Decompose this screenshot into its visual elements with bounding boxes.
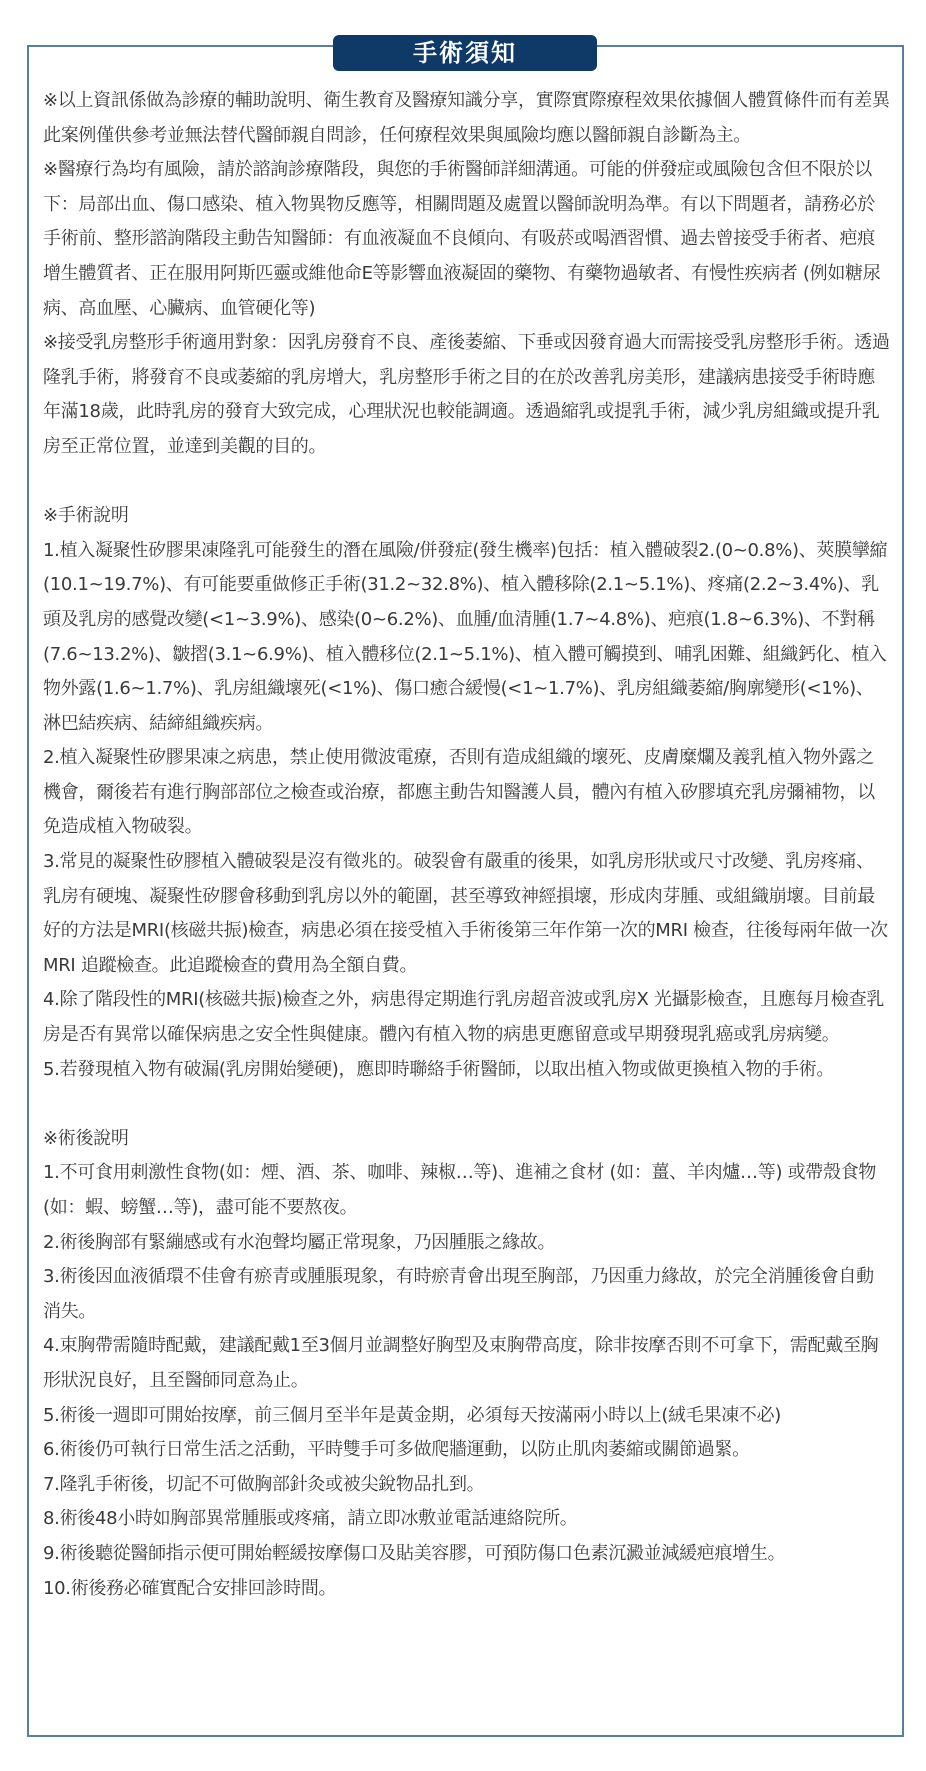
intro-paragraph-disclaimer: ※以上資訊係做為診療的輔助說明、衛生教育及醫療知識分享，實際實際療程效果依據個人體質條件而有差異此案例僅供參考並無法替代醫師親自問診，任何療程效果與風險均應以醫師親自診斷為主。 [43,90,890,146]
postop-item: 4.束胸帶需隨時配戴，建議配戴1至3個月並調整好胸型及束胸帶高度，除非按摩否則不可拿下，需配戴至胸形狀況良好，且至醫師同意為止。 [43,1335,879,1391]
surgery-item: 4.除了階段性的MRI(核磁共振)檢查之外，病患得定期進行乳房超音波或乳房X 光攝影檢查，且應每月檢查乳房是否有異常以確保病患之安全性與健康。體內有植入物的病患更應留意或早期發現乳癌或乳房病變。 [43,989,885,1046]
postop-item: 7.隆乳手術後，切記不可做胸部針灸或被尖銳物品扎到。 [43,1473,485,1495]
surgery-section-heading: ※手術說明 [43,505,129,527]
intro-paragraph-risks: ※醫療行為均有風險，請於諮詢診療階段，與您的手術醫師詳細溝通。可能的併發症或風險包含但不限於以下：局部出血、傷口感染、植入物異物反應等，相關問題及處置以醫師說明為準。有以下問題者，請務必於手術前、整形諮詢階段主動告知醫師：有血液凝血不良傾向、有吸菸或喝酒習慣、過去曾接受手術者、疤痕增生體質者、正在服用阿斯匹靈或維他命E等影響血液凝固的藥物、有藥物過敏者、有慢性疾病者 (例如糖尿病、高血壓、心臟病、血管硬化等) [43,159,881,319]
surgery-item: 5.若發現植入物有破漏(乳房開始變硬)，應即時聯絡手術醫師，以取出植入物或做更換植入物的手術。 [43,1058,835,1080]
postop-item: 6.術後仍可執行日常生活之活動，平時雙手可多做爬牆運動，以防止肌肉萎縮或關節過緊。 [43,1439,750,1461]
postop-item: 5.術後一週即可開始按摩，前三個月至半年是黃金期，必須每天按滿兩小時以上(絨毛果凍不必) [43,1404,782,1426]
notice-content [43,84,891,1606]
postop-item: 8.術後48小時如胸部異常腫脹或疼痛，請立即冰敷並電話連絡院所。 [43,1508,578,1530]
section-spacer [43,1087,891,1122]
surgery-item: 3.常見的凝聚性矽膠植入體破裂是沒有徵兆的。破裂會有嚴重的後果，如乳房形狀或尺寸改變、乳房疼痛、乳房有硬塊、凝聚性矽膠會移動到乳房以外的範圍，甚至導致神經損壞，形成肉芽腫、或組織崩壞。目前最好的方法是MRI(核磁共振)檢查，病患必須在接受植入手術後第三年作第一次的MRI 檢查，往後每兩年做一次MRI 追蹤檢查。此追蹤檢查的費用為全額自費。 [43,851,888,976]
postop-item: 10.術後務必確實配合安排回診時間。 [43,1577,337,1599]
postop-item: 2.術後胸部有緊繃感或有水泡聲均屬正常現象，乃因腫脹之緣故。 [43,1231,556,1253]
surgery-item: 2.植入凝聚性矽膠果凍之病患，禁止使用微波電療，否則有造成組織的壞死、皮膚糜爛及義乳植入物外露之機會，爾後若有進行胸部部位之檢查或治療，都應主動告知醫護人員，體內有植入矽膠填充乳房彌補物，以免造成植入物破裂。 [43,747,875,838]
postop-item: 9.術後聽從醫師指示便可開始輕緩按摩傷口及貼美容膠，可預防傷口色素沉澱並減緩疤痕增生。 [43,1542,786,1564]
postop-item: 1.不可食用刺激性食物(如：煙、酒、茶、咖啡、辣椒…等)、進補之食材 (如：薑、羊肉爐…等) 或帶殼食物(如：蝦、螃蟹…等)，盡可能不要熬夜。 [43,1162,877,1218]
surgery-item: 1.植入凝聚性矽膠果凍隆乳可能發生的潛在風險/併發症(發生機率)包括：植入體破裂2.(0~0.8%)、莢膜攣縮(10.1~19.7%)、有可能要重做修正手術(31.2~32.8%)、植入體移除(2.1~5.1%)、疼痛(2.2~3.4%)、乳頭及乳房的感覺改變(<1~3.9%)、感染(0~6.2%)、血腫/血清腫(1.7~4.8%)、疤痕(1.8~6.3%)、不對稱(7.6~13.2%)、皺摺(3.1~6.9%)、植入體移位(2.1~5.1%)、植入體可觸摸到、哺乳困難、組織鈣化、植入物外露(1.6~1.7%)、乳房組織壞死(<1%)、傷口癒合緩慢(<1~1.7%)、乳房組織萎縮/胸廓變形(<1%)、淋巴結疾病、結締組織疾病。 [43,539,888,734]
postop-section-heading: ※術後說明 [43,1127,129,1149]
section-spacer [43,465,891,500]
postop-item: 3.術後因血液循環不佳會有瘀青或腫脹現象，有時瘀青會出現至胸部，乃因重力緣故，於完全消腫後會自動消失。 [43,1266,874,1322]
intro-paragraph-eligibility: ※接受乳房整形手術適用對象：因乳房發育不良、產後萎縮、下垂或因發育過大而需接受乳房整形手術。透過隆乳手術，將發育不良或萎縮的乳房增大，乳房整形手術之目的在於改善乳房美形，建議病患接受手術時應年滿18歲，此時乳房的發育大致完成，心理狀況也較能調適。透過縮乳或提乳手術，減少乳房組織或提升乳房至正常位置，並達到美觀的目的。 [43,332,890,457]
page-title: 手術須知 [333,35,597,71]
